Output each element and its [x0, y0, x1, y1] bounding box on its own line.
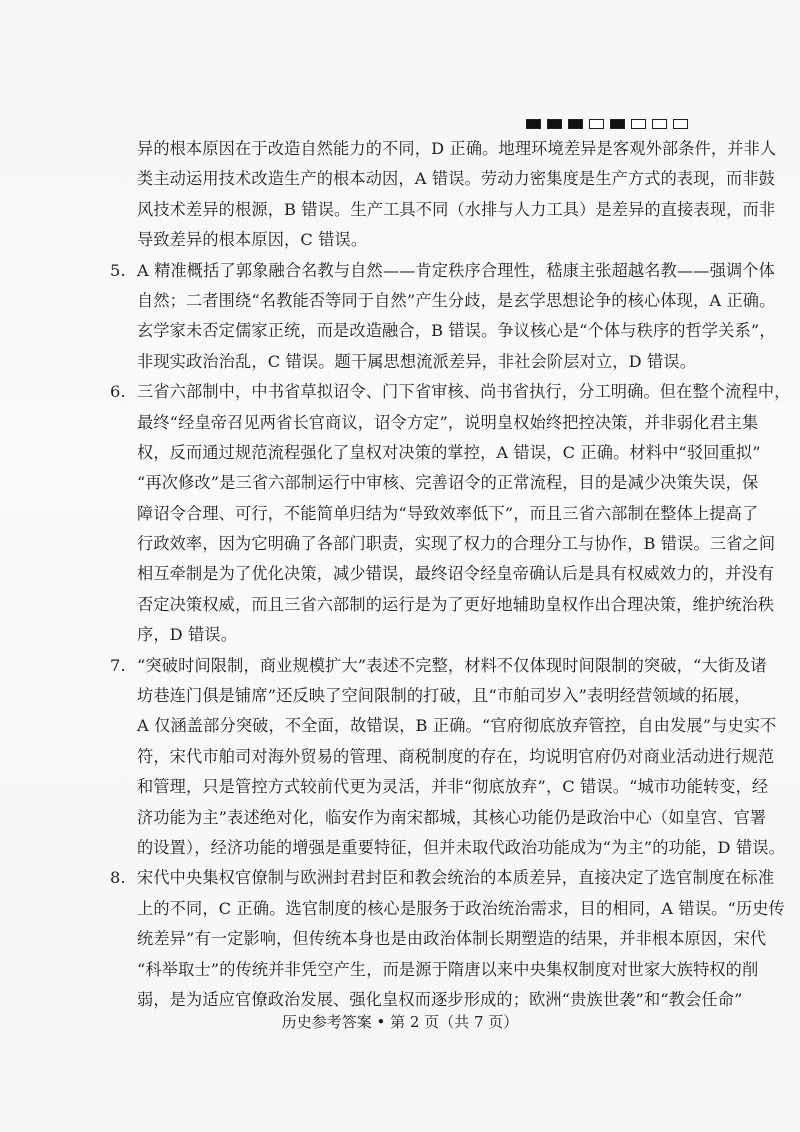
answer-text-line	[110, 924, 767, 954]
question-number: 7.	[110, 655, 126, 675]
marker-square	[568, 119, 583, 129]
line-text: 三省六部制中，中书省草拟诏令、门下省审核、尚书省执行，分工明确。但在整个流程中，	[137, 382, 791, 402]
answer-text-line	[110, 894, 785, 924]
question-number: 8.	[110, 868, 126, 888]
answer-text-body	[110, 134, 791, 1015]
line-text: 济功能为主”表述绝对化，临安作为南宋都城，其核心功能仍是政治中心（如皇宫、官署	[137, 807, 767, 827]
line-text: “科举取士”的传统并非凭空产生，而是源于隋唐以来中央集权制度对世家大族特权的削	[137, 959, 759, 979]
line-text: 风技术差异的根源，B 错误。生产工具不同（水排与人力工具）是差异的直接表现，而非	[137, 199, 776, 219]
answer-text-line	[110, 408, 759, 438]
line-text: 权，反而通过规范流程强化了皇权对决策的掌控，A 错误，C 正确。材料中“驳回重拟”	[137, 442, 761, 462]
marker-square	[631, 119, 646, 129]
page-footer: 历史参考答案 • 第 2 页（共 7 页）	[281, 1013, 519, 1031]
marker-square	[589, 119, 604, 129]
answer-text-line	[110, 134, 777, 164]
answer-item-line	[110, 377, 791, 407]
marker-square	[673, 119, 688, 129]
answer-text-line	[110, 316, 776, 346]
marker-square	[652, 119, 667, 129]
answer-text-line	[110, 529, 776, 559]
answer-item-line	[110, 651, 767, 681]
line-text: 上的不同，C 正确。选官制度的核心是服务于政治统治需求，目的相同，A 错误。“历史传	[137, 898, 785, 918]
answer-text-line	[110, 742, 775, 772]
marker-square	[610, 119, 625, 129]
line-text: 异的根本原因在于改造自然能力的不同，D 正确。地理环境差异是客观外部条件，并非人	[137, 139, 777, 158]
line-text: 的设置），经济功能的增强是重要特征，但并未取代政治功能成为“为主”的功能，D 错误。	[137, 837, 785, 857]
answer-text-line	[110, 347, 695, 377]
line-text: 玄学家未否定儒家正统，而是改造融合，B 错误。争议核心是“个体与秩序的哲学关系”，	[137, 321, 776, 341]
answer-item-line	[110, 863, 775, 893]
line-text: 非现实政治治乱，C 错误。题干属思想流派差异，非社会阶层对立，D 错误。	[137, 351, 697, 371]
answer-text-line	[110, 620, 695, 650]
line-text: 类主动运用技术改造生产的根本动因，A 错误。劳动力密集度是生产方式的表现，而非鼓	[137, 169, 775, 189]
answer-text-line	[110, 681, 751, 711]
line-text: 导致差异的根本原因，C 错误。	[137, 230, 368, 250]
line-text: 最终“经皇帝召见两省长官商议，诏令方定”，说明皇权始终把控决策，并非弱化君主集	[137, 412, 759, 432]
line-text: 自然；二者围绕“名教能否等同于自然”产生分歧，是玄学思想论争的核心体现，A 正确。	[137, 290, 776, 310]
line-text: 统差异”有一定影响，但传统本身也是由政治体制长期塑造的结果，并非根本原因，宋代	[137, 929, 767, 949]
line-text: 否定决策权威，而且三省六部制的运行是为了更好地辅助皇权作出合理决策，维护统治秩	[137, 594, 775, 614]
page-marker-squares	[526, 119, 688, 129]
line-text: 符，宋代市舶司对海外贸易的管理、商税制度的存在，均说明官府仍对商业活动进行规范	[137, 746, 775, 766]
line-text: A 仅涵盖部分突破，不全面，故错误，B 正确。“官府彻底放弃管控，自由发展”与史实不	[137, 716, 777, 736]
answer-item-line	[110, 256, 775, 286]
line-text: A 精准概括了郭象融合名教与自然——肯定秩序合理性，嵇康主张超越名教——强调个体	[137, 260, 775, 280]
line-text: 行政效率，因为它明确了各部门职责，实现了权力的合理分工与协作，B 错误。三省之间	[137, 534, 776, 554]
line-text: 相互牵制是为了优化决策，减少错误，最终诏令经皇帝确认后是具有权威效力的，并没有	[137, 564, 775, 584]
answer-text-line	[110, 438, 761, 468]
answer-text-line	[110, 955, 759, 985]
answer-text-line	[110, 195, 776, 225]
answer-text-line	[110, 559, 775, 589]
marker-square	[547, 119, 562, 129]
answer-text-line	[110, 833, 785, 863]
answer-text-line	[110, 772, 769, 802]
answer-text-line	[110, 468, 759, 498]
answer-text-line	[110, 286, 776, 316]
answer-text-line	[110, 590, 775, 620]
line-text: 序，D 错误。	[137, 625, 238, 645]
marker-square	[526, 119, 541, 129]
answer-text-line	[110, 499, 759, 529]
line-text: 和管理，只是管控方式较前代更为灵活，并非“彻底放弃”，C 错误。“城市功能转变，经	[137, 777, 769, 797]
answer-text-line	[110, 803, 767, 833]
line-text: “突破时间限制，商业规模扩大”表述不完整，材料不仅体现时间限制的突破，“大街及诸	[137, 655, 767, 675]
line-text: “再次修改”是三省六部制运行中审核、完善诏令的正常流程，目的是减少决策失误，保	[137, 473, 759, 493]
answer-text-line	[110, 711, 777, 741]
question-number: 5.	[110, 260, 126, 280]
answer-text-line	[110, 225, 695, 255]
line-text: 障诏令合理、可行，不能简单归结为“导致效率低下”，而且三省六部制在整体上提高了	[137, 503, 759, 523]
line-text: 宋代中央集权官僚制与欧洲封君封臣和教会统治的本质差异，直接决定了选官制度在标准	[137, 868, 775, 888]
line-text: 坊巷连门俱是铺席”还反映了空间限制的打破，且“市舶司岁入”表明经营领域的拓展，	[137, 686, 751, 706]
question-number: 6.	[110, 382, 126, 402]
line-text: 弱，是为适应官僚政治发展、强化皇权而逐步形成的；欧洲“贵族世袭”和“教会任命”	[137, 989, 743, 1009]
answer-text-line	[110, 164, 775, 194]
